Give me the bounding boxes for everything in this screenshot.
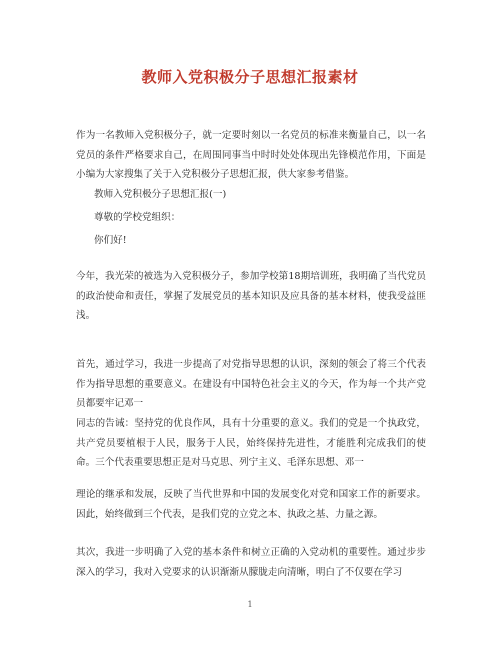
page-number: 1 bbox=[247, 600, 253, 609]
salutation: 尊敬的学校党组织： bbox=[94, 212, 181, 223]
greeting: 你们好! bbox=[94, 235, 127, 246]
body-paragraph-5: 其次，我进一步明确了入党的基本条件和树立正确的入党动机的重要性。通过步步深入的学习，我对入党要求的认识渐渐从朦胧走向清晰，明白了不仅要在学习 bbox=[76, 547, 426, 578]
body-paragraph-1: 今年，我光荣的被选为入党积极分子，参加学校第18期培训班，我明确了当代党员的政治使命和责任，掌握了发展党员的基本知识及应具备的基本材料，使我受益匪浅。 bbox=[76, 271, 426, 321]
intro-paragraph: 作为一名教师入党积极分子，就一定要时刻以一名党员的标准来衡量自己，以一名党员的条件严格要求自己，在周围同事当中时时处处体现出先锋模范作用，下面是小编为大家搜集了关于入党积极分子思想汇报，供大家参考借鉴。 bbox=[76, 130, 426, 180]
body-paragraph-3: 同志的告诫：坚持党的优良作风，具有十分重要的意义。我们的党是一个执政党，共产党员要植根于人民，服务于人民，始终保持先进性，才能胜利完成我们的使命。三个代表重要思想正是对马克思、列宁主义、毛泽东思想、邓一 bbox=[76, 418, 426, 468]
report-heading: 教师入党积极分子思想汇报(一) bbox=[94, 189, 227, 200]
body-paragraph-4: 理论的继承和发展，反映了当代世界和中国的发展变化对党和国家工作的新要求。因此，始终做到三个代表，是我们党的立党之本、执政之基、力量之源。 bbox=[76, 489, 426, 520]
document-title: 教师入党积极分子思想汇报素材 bbox=[141, 68, 359, 86]
body-paragraph-2: 首先，通过学习，我进一步提高了对党指导思想的认识，深刻的领会了将三个代表作为指导思想的重要意义。在建设有中国特色社会主义的今天，作为每一个共产党员都要牢记邓一 bbox=[76, 359, 426, 409]
